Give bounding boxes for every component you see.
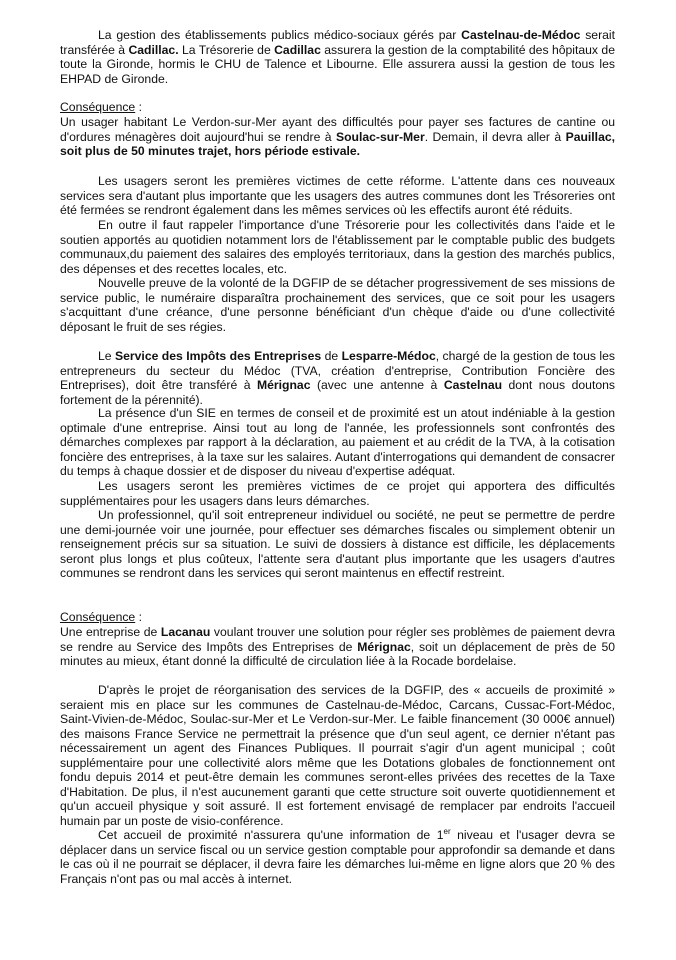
emphasized-text: Soulac-sur-Mer [335,129,425,144]
text-run: Les usagers seront les premières victimes de ce projet qui apportera des difficultés supplémentaires pour les usagers dans leurs démarches. [60,479,615,508]
consequence-heading-1 [60,100,615,115]
emphasized-text: Service des Impôts des Entreprises [115,349,322,363]
text-run: Nouvelle preuve de la volonté de la DGFIP de se détacher progressivement de ses missions de service public, le numéraire disparaîtra prochainement des services, que ce soit pour les usagers s'acquittant d'une créance, d'une personne bénéficiant d'un chèque d'aide ou d'une collectivité déposant le fruit de ses régies. [60,276,615,334]
paragraph-etablissements [60,28,615,86]
text-run: La présence d'un SIE en termes de conseil et de proximité est un atout indéniable à la gestion optimale d'une entreprise. Ainsi tout au long de l'année, les professionnels sont confrontés des démarches complexes par rapport à la déclaration, au paiement et au crédit de la TVA, à la cotisation foncière des entreprises, à la taxe sur les salaires. Autant d'interrogations qui demandent de consacrer du temps à chaque dossier et de disposer du niveau d'expertise adéquat. [60,406,615,478]
text-run: , soit un déplacement de près de 50 minutes au mieux, étant donné la difficulté de circulation liée à la Rocade bordelaise. [60,639,615,668]
text-run: (avec une antenne à [310,378,444,392]
paragraph-accueil-information [60,828,615,886]
text-run: de [321,349,342,363]
paragraph-accueils-proximite [60,683,615,828]
text-run: Un usager habitant Le Verdon-sur-Mer ayant des difficultés pour payer ses factures de cantine ou d'ordures ménagères doit aujourd'hui se rendre à [60,115,615,144]
text-run: assurera la gestion de la comptabilité des hôpitaux de toute la Gironde, hormis le CHU de Talence et Libourne. Elle assurera aussi la gestion de tous les EHPAD de Gironde. [60,42,615,86]
text-run: Le [98,349,115,363]
text-run: niveau et l'usager devra se déplacer dans un service fiscal ou un service gestion comptable pour approfondir sa demande et dans le cas où il ne pourrait se déplacer, il devra faire les démarches lui-même en ligne alors que 20 % des Français n'ont pas ou mal accès à internet. [60,828,616,886]
text-run: dont nous doutons fortement de la pérennité). [60,378,615,407]
paragraph-sie-lesparre [60,349,615,407]
text-run: Les usagers seront les premières victimes de cette réforme. L'attente dans ces nouveaux services sera d'autant plus importante que les usagers des autres communes dont les Trésoreries ont été fermées se rendront également dans les mêmes services où les effectifs auront été réduits. [60,174,615,217]
text-run: serait transférée à [60,28,615,57]
text-run: La gestion des établissements publics médico-sociaux gérés par [98,28,462,42]
text-run: voulant trouver une solution pour régler ses problèmes de paiement devra se rendre au Service des Impôts des Entreprises de [60,625,615,654]
paragraph-professionnel [60,508,615,581]
paragraph-numeraire [60,276,615,334]
text-run: er [443,826,451,836]
emphasized-text: Cadillac [274,42,321,57]
text-run: : [135,610,142,624]
text-run: Une entreprise de [60,625,161,639]
emphasized-text: Mérignac [357,639,411,654]
paragraph-lacanau-example [60,625,615,669]
underlined-heading-text: Conséquence [60,100,136,114]
paragraph-verdon-example [60,115,615,159]
emphasized-text: Lesparre-Médoc [341,349,436,363]
text-run: . Demain, il devra aller à [424,129,566,144]
text-run: Cet accueil de proximité n'assurera qu'une information de 1 [98,828,444,842]
text-run: En outre il faut rappeler l'importance d'une Trésorerie pour les collectivités dans l'aide et le soutien apportés au quotidien notamment lors de l'établissement par le comptable public des budgets communaux,du paiement des salaires des employés territoriaux, dans la gestion des marchés publics, des dépenses et des recettes locales, etc. [60,218,615,276]
paragraph-presence-sie [60,406,615,479]
paragraph-importance-tresorerie [60,218,615,276]
text-run: Un professionnel, qu'il soit entrepreneur individuel ou société, ne peut se permettre de perdre une demi-journée voir une journée, pour effectuer ses démarches fiscales ou simplement obtenir un renseignement précis sur sa situation. Le suivi de dossiers à distance est difficile, les déplacements seront plus longs et plus coûteux, l'attente sera d'autant plus importante que les usagers d'autres communes se rendront dans les services qui seront maintenus en effectif restreint. [60,508,615,580]
text-run: , chargé de la gestion de tous les entrepreneurs du secteur du Médoc (TVA, création d'entreprise, Contribution Foncière des Entreprises), doit être transféré à [60,349,615,392]
emphasized-text: Castelnau-de-Médoc [461,28,581,42]
emphasized-text: Castelnau [443,378,503,392]
emphasized-text: Cadillac. [128,42,179,57]
text-run: : [135,100,142,114]
text-run: La Trésorerie de [178,42,275,57]
emphasized-text: Lacanau [160,625,211,639]
emphasized-text: Mérignac [256,378,311,392]
consequence-heading-2 [60,610,615,625]
paragraph-usagers-victimes [60,174,615,218]
underlined-heading-text: Conséquence [60,610,136,624]
emphasized-text: Pauillac, soit plus de 50 minutes trajet, hors période estivale. [60,129,616,158]
text-run: D'après le projet de réorganisation des services de la DGFIP, des « accueils de proximité » seraient mis en place sur les communes de Castelnau-de-Médoc, Carcans, Cussac-Fort-Médoc, Saint-Vivien-de-Médoc, Soulac-sur-Mer et Le Verdon-sur-Mer. Le faible financement (30 000€ annuel) des maisons France Service ne permettrait la présence que d'un seul agent, ce dernier n'étant pas nécessairement un agent des Finances Publiques. Il pourrait s'agir d'un agent municipal ; coût supplémentaire pour une collectivité alors même que les Dotations globales de fonctionnement ont fondu depuis 2014 et peut-être demain les communes seront-elles privées des recettes de la Taxe d'Habitation. De plus, il n'est aucunement garanti que cette structure soit ouverte quotidiennement et qu'un accueil physique y soit assuré. Il est fortement envisagé de remplacer par endroits l'accueil humain par un poste de visio-conférence. [60,683,615,828]
paragraph-usagers-difficultes [60,479,615,508]
